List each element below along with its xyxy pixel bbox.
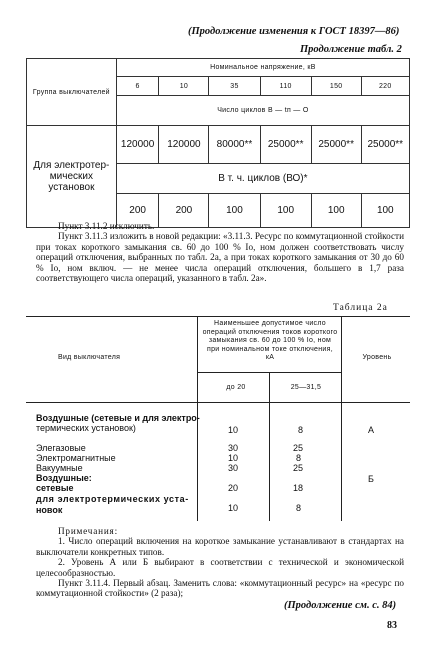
paragraph-3-11-3: Пункт 3.11.3 изложить в новой редакции: «3.11.3. Ресурс по коммутационной стойкости при токах короткого замыкания св. 60 до 100 % Iо, ном должен соответствовать числу операций отключения, выбранных по табл. 2а, а при токах короткого замыкания от 30 до 60 % Iо, ном включ. — не менее числа операций отключения, большего в 1,7 раза соответствующего числа операций, указанного в табл. 2а». [36, 231, 404, 284]
cycle-cell: 120000 [159, 126, 209, 164]
col-up-to-20: до 20 [226, 384, 246, 391]
notes-title: Примечания: [58, 526, 118, 536]
voltage-cell: 220 [361, 77, 409, 96]
table-row: Вакуумные [36, 463, 83, 473]
cycle-cell: 25000** [311, 126, 361, 164]
page-number: 83 [387, 620, 397, 631]
table-row: сетевые [36, 483, 74, 493]
table-cell: 10 [228, 425, 239, 435]
table-cell: 25 [293, 443, 304, 453]
table-row: новок [36, 505, 63, 515]
table-cell: 8 [296, 503, 302, 513]
vo-cell: 200 [116, 194, 159, 228]
vo-cell: 200 [159, 194, 209, 228]
col-level: Уровень [362, 354, 392, 361]
nominal-voltage-label: Номинальное напряжение, кВ [116, 59, 409, 77]
voltage-cycles-table [26, 58, 410, 228]
table-cell: 30 [228, 463, 239, 473]
vo-cell: 100 [260, 194, 311, 228]
table-2a-title: Таблица 2а [333, 303, 388, 313]
table-continuation-label: Продолжение табл. 2 [300, 44, 402, 55]
cycle-cell: 80000** [209, 126, 260, 164]
note-1: 1. Число операций включения на короткое замыкание устанавливают в стандартах на выключатели конкретных типов. [36, 536, 404, 557]
note-2: 2. Уровень А или Б выбирают в соответствии с технической и экономической целесообразностью. [36, 557, 404, 578]
paragraph-3-11-4: Пункт 3.11.4. Первый абзац. Заменить слова: «коммутационный ресурс» на «ресурс по коммутационной стойкости» (2 раза); [36, 578, 404, 599]
vo-cell: 100 [311, 194, 361, 228]
table-cell: 8 [296, 453, 302, 463]
notes-block [36, 526, 404, 599]
table-cell: 18 [293, 483, 304, 493]
voltage-cell: 110 [260, 77, 311, 96]
table-row: для электротермических уста- [36, 494, 189, 504]
col-min-operations: Наименьшее допустимое число операций отключения токов короткого замыкания св. 60 до 100 % Iо, ном при номинальном токе отключения, кА [202, 320, 338, 362]
cycle-cell: 120000 [116, 126, 159, 164]
table-row: Воздушные: [36, 473, 92, 483]
table-cell: 30 [228, 443, 239, 453]
col-breaker-type: Вид выключателя [58, 354, 121, 361]
voltage-cell: 6 [116, 77, 159, 96]
cycles-label: Число циклов В — tп — О [116, 96, 409, 126]
table-row: Воздушные (сетевые и для электро- [36, 413, 200, 423]
vo-cycles-label: В т. ч. циклов (ВО)* [116, 164, 409, 194]
cycle-cell: 25000** [361, 126, 409, 164]
paragraph-3-11-2: Пункт 3.11.2 исключить. [58, 221, 155, 231]
level-cell: Б [368, 474, 374, 484]
vo-cell: 100 [209, 194, 260, 228]
cycle-cell: 25000** [260, 126, 311, 164]
table-cell: 10 [228, 503, 239, 513]
continuation-header: (Продолжение изменения к ГОСТ 18397—86) [188, 26, 400, 37]
table-cell: 25 [293, 463, 304, 473]
row-group-label: Для электротер-мических установок [27, 126, 117, 228]
table-row: термических установок) [36, 423, 136, 433]
level-cell: А [368, 425, 375, 435]
voltage-cell: 35 [209, 77, 260, 96]
group-label: Группа выключателей [27, 59, 117, 126]
table-row: Элегазовые [36, 443, 86, 453]
voltage-cell: 10 [159, 77, 209, 96]
voltage-cell: 150 [311, 77, 361, 96]
continuation-footer: (Продолжение см. с. 84) [284, 600, 397, 611]
col-25-31: 25—31,5 [290, 384, 322, 391]
table-cell: 10 [228, 453, 239, 463]
table-row: Электромагнитные [36, 453, 116, 463]
table-cell: 8 [298, 425, 304, 435]
vo-cell: 100 [361, 194, 409, 228]
amendment-text [36, 221, 404, 283]
table-cell: 20 [228, 483, 239, 493]
